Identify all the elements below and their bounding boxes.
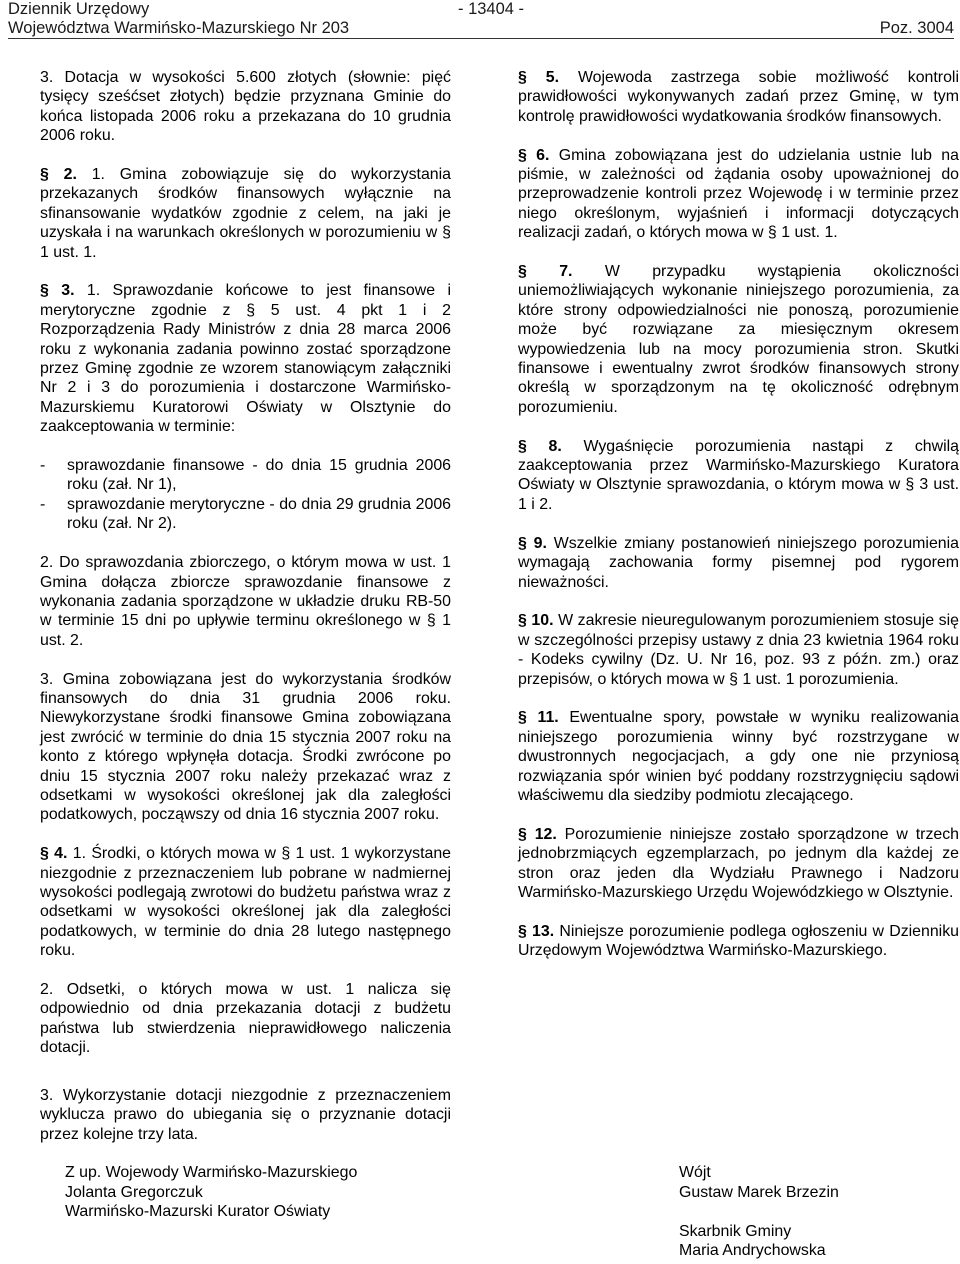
spacer bbox=[679, 1202, 839, 1222]
signature-block-right bbox=[679, 1163, 839, 1261]
section-text: 1. Sprawozdanie końcowe to jest finansowe i merytoryczne zgodnie z § 5 ust. 4 pkt 1 i 2 Rozporządzenia Rady Ministrów z dnia 28 marca 2006 roku z wykonania zadania powinno zostać sporządzone przez Gminę zgodnie ze wzorem stanowiącym załączniki Nr 2 i 3 do porozumienia i dostarczone Warmińsko-Mazurskiemu Kuratorowi Oświaty w Olsztynie do zaakceptowania w terminie: bbox=[40, 282, 451, 436]
section-text: 1. Środki, o których mowa w § 1 ust. 1 wykorzystane niezgodnie z przeznaczeniem lub pobrane w nadmiernej wysokości podlegają zwrotowi do budżetu państwa wraz z odsetkami w wysokości określonej jak dla zaległości podatkowych, w terminie do dnia 28 lutego następnego roku. bbox=[40, 845, 451, 960]
paragraph bbox=[518, 262, 959, 417]
paragraph bbox=[518, 825, 959, 903]
right-column bbox=[518, 68, 959, 961]
section-number: § 6. bbox=[518, 146, 550, 164]
section-text: Wygaśnięcie porozumienia nastąpi z chwilą zaakceptowania przez Warmińsko-Mazurskiego Kuratora Oświaty w Olsztynie sprawozdania, o którym mowa w § 3 ust. 1 i 2. bbox=[518, 437, 959, 513]
section-number: § 9. bbox=[518, 534, 547, 552]
page-header bbox=[8, 0, 954, 38]
section-text: Gmina zobowiązana jest do udzielania ustnie lub na piśmie, w zależności od żądania osoby upoważnionej do przeprowadzenie kontroli przez Wojewodę i w terminie przez niego określonym, wyjaśnień i informacji dotyczących realizacji zadań, o których mowa w § 1 ust. 1. bbox=[518, 146, 959, 242]
paragraph bbox=[40, 165, 451, 262]
paragraph bbox=[518, 708, 959, 805]
signature-name: Jolanta Gregorczuk bbox=[65, 1183, 203, 1201]
section-number: § 2. bbox=[40, 166, 77, 184]
signature-role: Skarbnik Gminy bbox=[679, 1222, 792, 1240]
province-title: Województwa Warmińsko-Mazurskiego Nr 203 bbox=[8, 19, 350, 37]
list-item bbox=[40, 456, 451, 495]
section-text: Porozumienie niniejsze zostało sporządzone w trzech jednobrzmiących egzemplarzach, po jednym dla każdej ze stron oraz jeden dla Wydziału Prawnego i Nadzoru Warmińsko-Mazurskiego Urzędu Wojewódzkiego w Olsztynie. bbox=[518, 825, 960, 901]
list-dash: - bbox=[40, 495, 46, 513]
paragraph: 3. Gmina zobowiązana jest do wykorzystania środków finansowych do dnia 31 grudnia 2006 roku. Niewykorzystane środki finansowe Gmina zobowiązana jest zwrócić w terminie do dnia 15 stycznia 2007 roku na konto z którego wpłynęła dotacja. Środki zwrócone po dniu 15 stycznia 2007 roku należy przekazać wraz z odsetkami w wysokości określonej jak dla zaległości podatkowych, począwszy od dnia 16 stycznia 2007 roku. bbox=[40, 670, 451, 824]
list-item-text: sprawozdanie finansowe - do dnia 15 grudnia 2006 roku (zał. Nr 1), bbox=[67, 457, 451, 494]
section-number: § 8. bbox=[518, 437, 562, 455]
paragraph bbox=[40, 281, 451, 436]
section-number: § 10. bbox=[518, 612, 554, 630]
signature-block-left bbox=[65, 1163, 357, 1222]
section-number: § 5. bbox=[518, 69, 560, 86]
section-text: Wojewoda zastrzega sobie możliwość kontroli prawidłowości wykonywanych zadań przez Gminę, w tym kontrolę prawidłowości wydatkowania środków finansowych. bbox=[518, 69, 959, 125]
paragraph bbox=[518, 68, 959, 126]
paragraph bbox=[518, 922, 959, 961]
paragraph bbox=[518, 437, 959, 515]
section-number: § 7. bbox=[518, 263, 573, 281]
left-column bbox=[40, 68, 451, 1058]
section-number: § 13. bbox=[518, 922, 555, 940]
signature-line: Z up. Wojewody Warmińsko-Mazurskiego bbox=[65, 1164, 358, 1181]
paragraph: 3. Dotacja w wysokości 5.600 złotych (słownie: pięć tysięcy sześćset złotych) będzie przyznana Gminie do końca listopada 2006 roku a przekazana do 10 grudnia 2006 roku. bbox=[40, 69, 451, 145]
signature-role: Warmińsko-Mazurski Kurator Oświaty bbox=[65, 1203, 331, 1221]
list-item bbox=[40, 495, 451, 534]
paragraph bbox=[518, 146, 959, 243]
section-number: § 4. bbox=[40, 845, 68, 863]
section-number: § 12. bbox=[518, 825, 557, 843]
section-number: § 11. bbox=[518, 709, 559, 727]
paragraph: 2. Odsetki, o których mowa w ust. 1 nalicza się odpowiednio od dnia przekazania dotacji z budżetu państwa lub stwierdzenia nieprawidłowego naliczenia dotacji. bbox=[40, 980, 451, 1057]
signature-role: Wójt bbox=[679, 1164, 711, 1181]
page-number: - 13404 - bbox=[458, 0, 525, 18]
journal-title: Dziennik Urzędowy bbox=[8, 0, 150, 18]
section-text: W zakresie nieuregulowanym porozumieniem stosuje się w szczególności przepisy ustawy z dnia 23 kwietnia 1964 roku - Kodeks cywilny (Dz. U. Nr 16, poz. 93 z późn. zm.) oraz przepisów, o których mowa w § 1 ust. 1 porozumienia. bbox=[518, 612, 959, 688]
section-text: Niniejsze porozumienie podlega ogłoszeniu w Dzienniku Urzędowym Województwa Warmińsko-Mazurskiego. bbox=[518, 922, 959, 960]
paragraph bbox=[518, 611, 959, 689]
list-item-text: sprawozdanie merytoryczne - do dnia 29 grudnia 2006 roku (zał. Nr 2). bbox=[67, 495, 451, 533]
paragraph bbox=[40, 844, 451, 960]
paragraph: 2. Do sprawozdania zbiorczego, o którym mowa w ust. 1 Gmina dołącza zbiorcze sprawozdanie finansowe z wykonania zadania sporządzone w układzie druku RB-50 w terminie 15 dni po upływie terminu określonego w § 1 ust. 2. bbox=[40, 554, 451, 649]
header-divider bbox=[8, 38, 954, 39]
section-text: 1. Gmina zobowiązuje się do wykorzystania przekazanych środków finansowych wyłącznie na sfinansowanie wydatków zgodnie z celem, na jaki je uzyskała i na warunkach określonych w porozumieniu w § 1 ust. 1. bbox=[40, 166, 451, 261]
list-dash: - bbox=[40, 457, 46, 475]
section-text: Ewentualne spory, powstałe w wyniku realizowania niniejszego porozumienia winny być rozstrzygane w dwustronnych negocjacjach, a gdy one nie przyniosą rozwiązania spór winien być poddany rozstrzygnięciu sądowi właściwemu dla siedziby podmiotu zlecającego. bbox=[518, 709, 959, 804]
section-text: Wszelkie zmiany postanowień niniejszego porozumienia wymagają zachowania formy pisemnej pod rygorem nieważności. bbox=[518, 534, 959, 591]
section-number: § 3. bbox=[40, 282, 75, 300]
signature-name: Maria Andrychowska bbox=[679, 1242, 826, 1260]
signature-name: Gustaw Marek Brzezin bbox=[679, 1183, 839, 1201]
section-text: W przypadku wystąpienia okoliczności uniemożliwiających wykonanie niniejszego porozumienia, za które strony odpowiedzialności nie ponoszą, porozumienie może być rozwiązane za miesięcznym okresem wypowiedzenia lub na mocy porozumienia stron. Skutki finansowe i ewentualny zwrot środków finansowych strony określą w sporządzonym na tę okoliczność odrębnym porozumieniu. bbox=[518, 263, 959, 416]
position-number: Poz. 3004 bbox=[879, 19, 954, 37]
paragraph: 3. Wykorzystanie dotacji niezgodnie z przeznaczeniem wyklucza prawo do ubiegania się o przyznanie dotacji przez kolejne trzy lata. bbox=[40, 1087, 451, 1143]
paragraph bbox=[518, 534, 959, 592]
